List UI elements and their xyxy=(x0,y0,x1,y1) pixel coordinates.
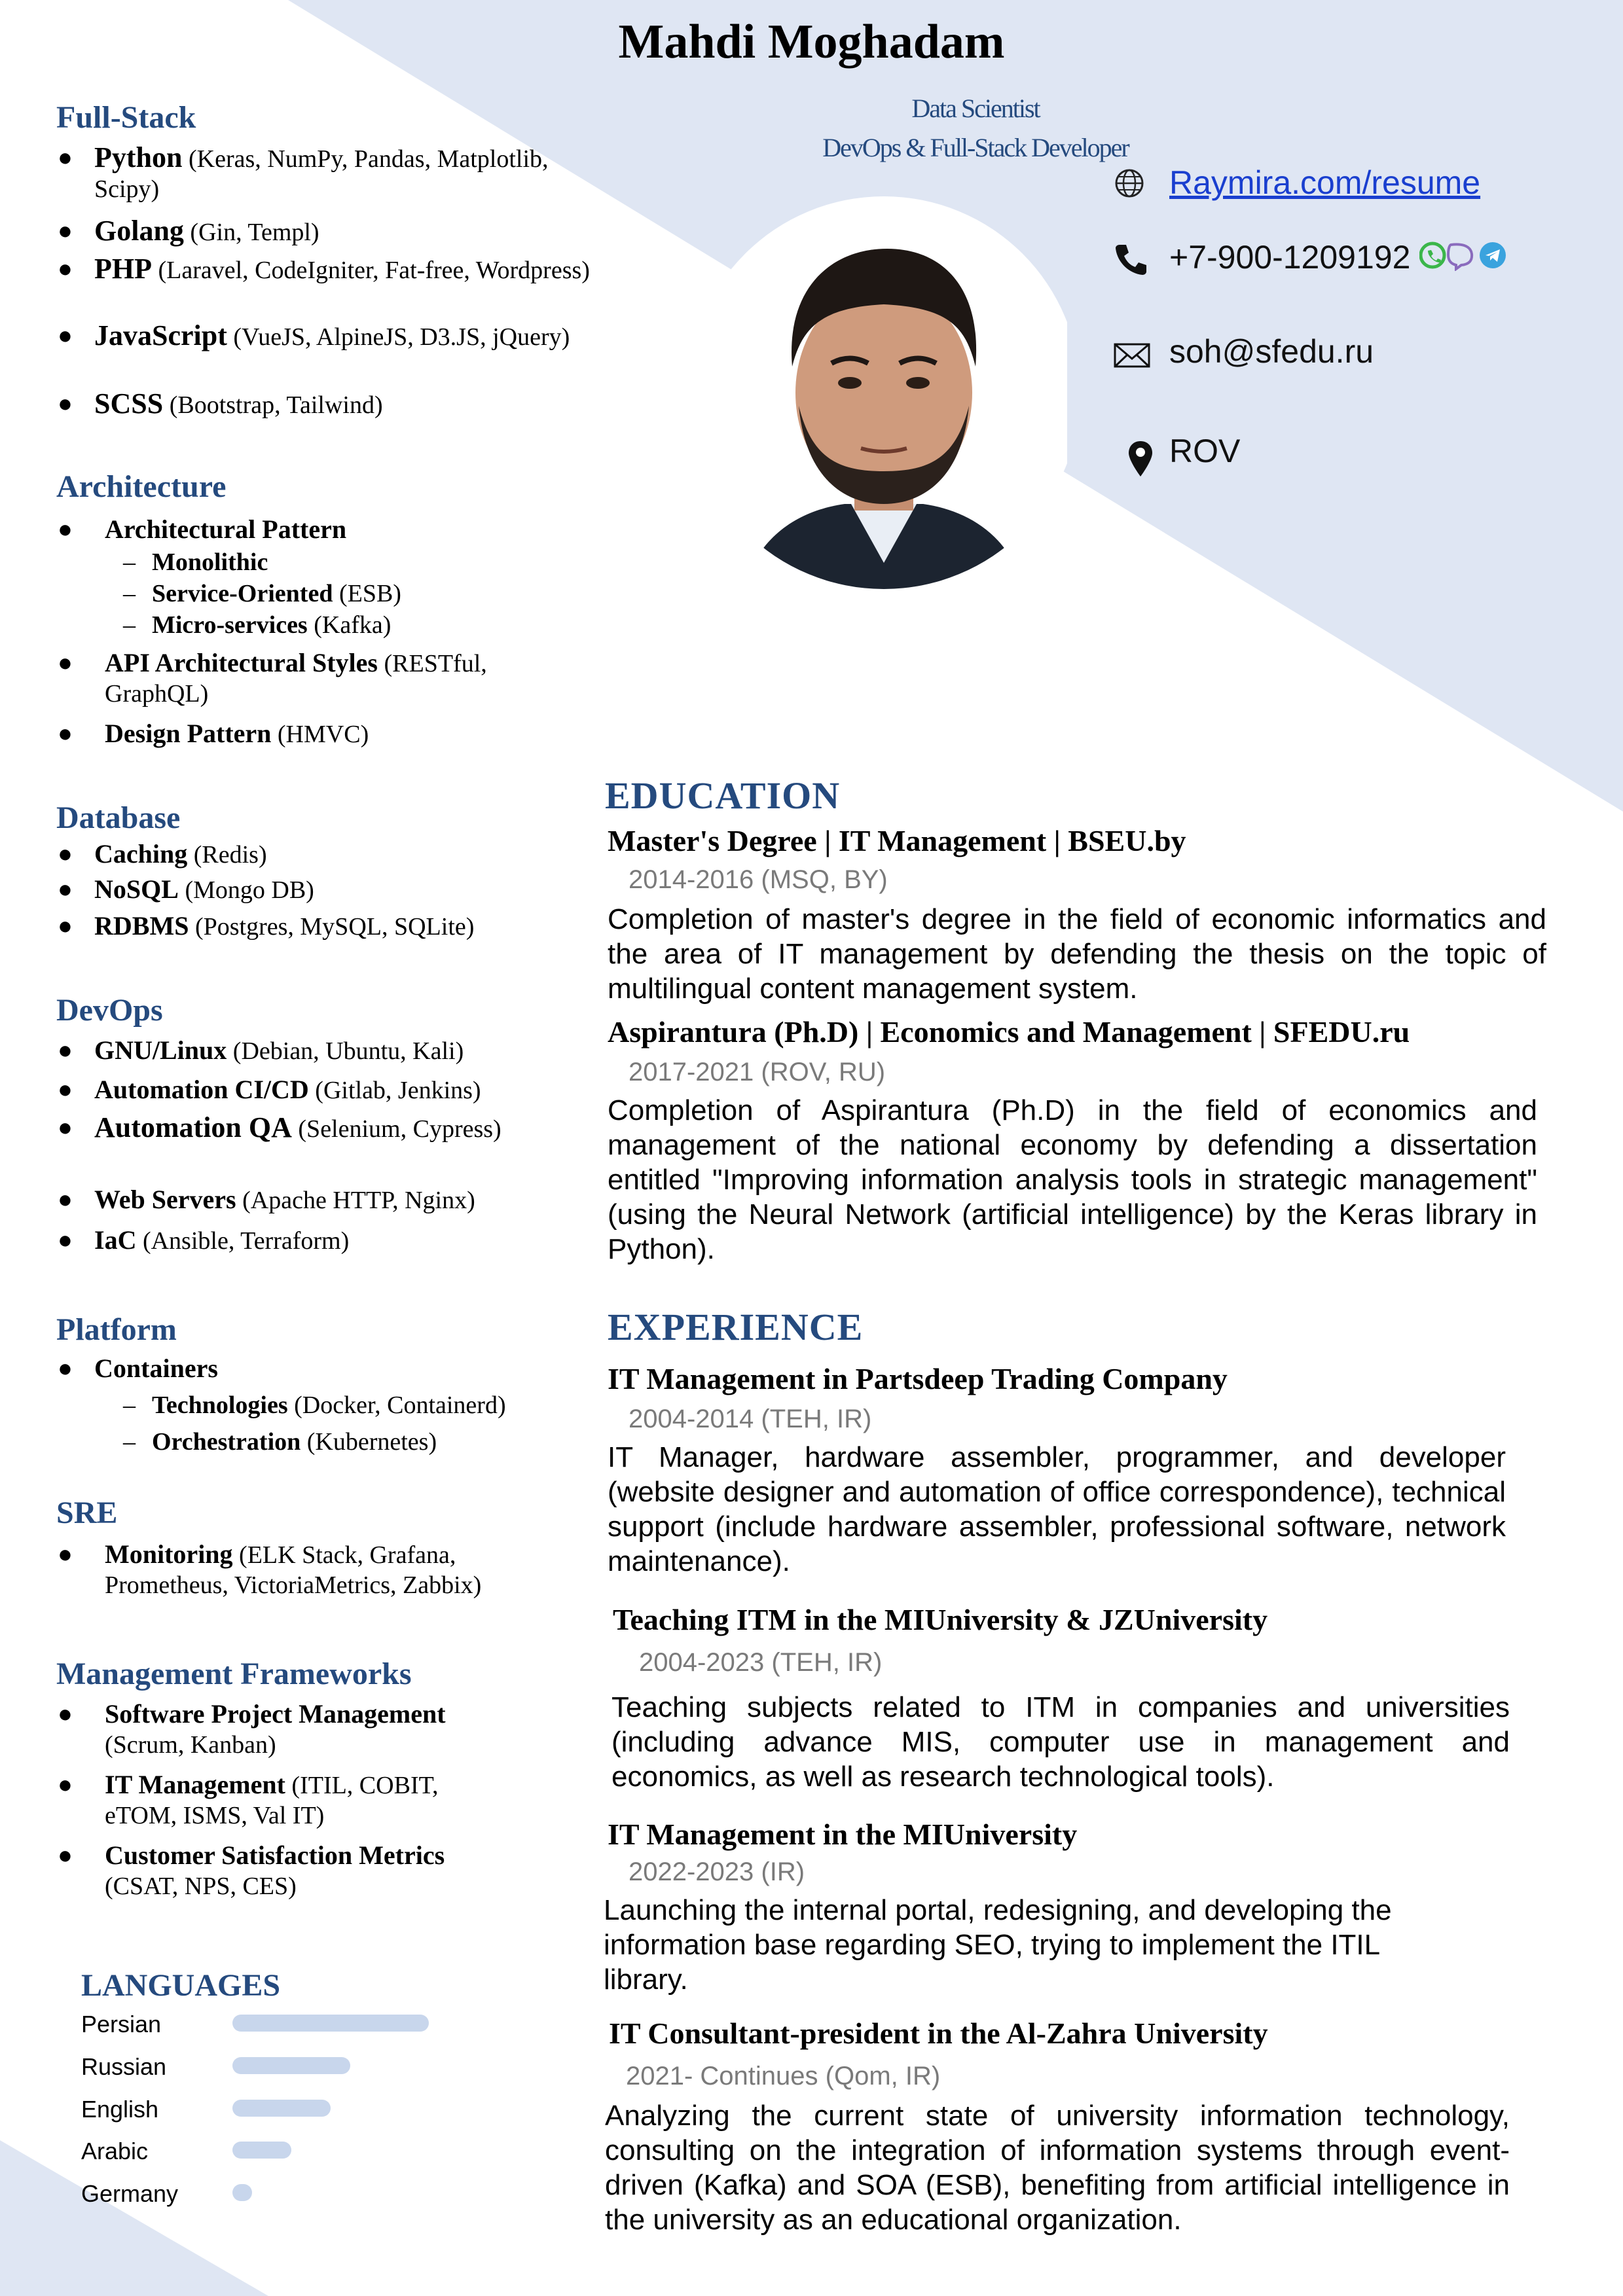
telegram-icon xyxy=(1480,242,1506,268)
skill-detail: (Apache HTTP, Nginx) xyxy=(236,1187,475,1214)
skill-name: Caching xyxy=(94,839,188,869)
language-name: Russian xyxy=(81,2053,167,2080)
devops-heading: DevOps xyxy=(56,993,163,1028)
email-address: soh@sfedu.ru xyxy=(1169,333,1374,370)
skill-name: IaC xyxy=(94,1225,137,1255)
skill-detail: (ITIL, COBIT, eTOM, ISMS, Val IT) xyxy=(105,1772,439,1829)
skill-detail: (Mongo DB) xyxy=(178,876,314,904)
subskill-name: Technologies xyxy=(152,1391,288,1419)
subskill-name: Monolithic xyxy=(152,548,268,576)
skill-detail: (VueJS, AlpineJS, D3.JS, jQuery) xyxy=(227,323,570,351)
skill-name: Design Pattern xyxy=(105,719,272,748)
experience-date: 2021- Continues (Qom, IR) xyxy=(626,2062,941,2090)
subskill-name: Service-Oriented xyxy=(152,580,333,607)
skill-name: Python xyxy=(94,141,183,173)
education-title: Aspirantura (Ph.D) | Economics and Management | SFEDU.ru xyxy=(608,1015,1410,1049)
skill-detail: (Ansible, Terraform) xyxy=(136,1227,350,1255)
subskill-technologies: – Technologies (Docker, Containerd) xyxy=(123,1391,506,1419)
subskill-service-oriented: – Service-Oriented (ESB) xyxy=(123,580,401,607)
skill-detail: (ELK Stack, Grafana, Prometheus, VictoriaMetrics, Zabbix) xyxy=(105,1541,482,1599)
skill-detail: (HMVC) xyxy=(271,721,369,748)
website-link[interactable] xyxy=(1169,164,1480,202)
experience-title: IT Management in Partsdeep Trading Company xyxy=(608,1362,1228,1395)
experience-title: Teaching ITM in the MIUniversity & JZUniversity xyxy=(613,1603,1268,1636)
skill-detail: (Gin, Templ) xyxy=(183,219,319,246)
skill-golang: ● Golang (Gin, Templ) xyxy=(58,215,319,247)
skill-name: Monitoring xyxy=(105,1539,233,1569)
skill-detail: (Bootstrap, Tailwind) xyxy=(163,391,383,419)
experience-title: IT Consultant-president in the Al-Zahra University xyxy=(609,2017,1268,2050)
language-bar xyxy=(232,2057,429,2074)
education-description: Completion of master's degree in the field of economic informatics and the area of IT management by defending the thesis on the topic of multilingual content management system. xyxy=(608,903,1546,1005)
skill-name: GNU/Linux xyxy=(94,1035,227,1065)
sre-heading: SRE xyxy=(56,1496,118,1530)
website-link-text[interactable]: Raymira.com/resume xyxy=(1169,164,1481,201)
skill-automation-qa: ● Automation QA (Selenium, Cypress) xyxy=(58,1111,501,1143)
skill-javascript: ● JavaScript (VueJS, AlpineJS, D3.JS, jQuery) xyxy=(58,319,570,351)
skill-it-management: ● IT Management (ITIL, COBIT, eTOM, ISMS, Val IT) xyxy=(58,1770,439,1829)
skill-detail: (Debian, Ubuntu, Kali) xyxy=(227,1037,464,1065)
skill-architectural-pattern: ● Architectural Pattern xyxy=(58,514,347,544)
skill-detail: (CSAT, NPS, CES) xyxy=(105,1873,297,1900)
education-date: 2017-2021 (ROV, RU) xyxy=(629,1058,886,1086)
subskill-name: Micro-services xyxy=(152,611,308,639)
skill-containers: ● Containers xyxy=(58,1354,218,1383)
skill-name: Automation CI/CD xyxy=(94,1075,309,1104)
phone-icon xyxy=(1113,241,1150,278)
skill-api-styles: ● API Architectural Styles (RESTful, GraphQL) xyxy=(58,648,487,708)
skill-cicd: ● Automation CI/CD (Gitlab, Jenkins) xyxy=(58,1075,481,1104)
subskill-orchestration: – Orchestration (Kubernetes) xyxy=(123,1428,437,1456)
experience-description: Analyzing the current state of university information technology, consulting on the integration of information systems through event-driven (Kafka) and SOA (ESB), benefiting from artificial intelligence in the university as an educational organization. xyxy=(605,2100,1510,2236)
skill-monitoring: ● Monitoring (ELK Stack, Grafana, Prometheus, VictoriaMetrics, Zabbix) xyxy=(58,1539,482,1599)
skill-name: Architectural Pattern xyxy=(105,514,347,544)
skill-detail: (RESTful, GraphQL) xyxy=(105,650,487,708)
skill-design-pattern: ● Design Pattern (HMVC) xyxy=(58,719,369,748)
language-bar xyxy=(232,2142,429,2159)
management-heading: Management Frameworks xyxy=(56,1657,412,1691)
skill-name: NoSQL xyxy=(94,874,179,904)
language-bar-fill xyxy=(232,2100,331,2117)
experience-date: 2022-2023 (IR) xyxy=(629,1857,805,1886)
skill-gnu-linux: ● GNU/Linux (Debian, Ubuntu, Kali) xyxy=(58,1035,464,1065)
experience-date: 2004-2023 (TEH, IR) xyxy=(639,1648,883,1677)
experience-description: Teaching subjects related to ITM in companies and universities (including advance MIS, computer use in management and economics, as well as research technological tools). xyxy=(611,1691,1510,1793)
fullstack-heading: Full-Stack xyxy=(56,100,196,135)
skill-csat-metrics: ● Customer Satisfaction Metrics (CSAT, NPS, CES) xyxy=(58,1840,445,1900)
language-bar-fill xyxy=(232,2015,429,2032)
language-name: English xyxy=(81,2096,159,2123)
skill-name: Containers xyxy=(94,1354,218,1383)
education-title: Master's Degree | IT Management | BSEU.by xyxy=(608,824,1186,857)
skill-name: API Architectural Styles xyxy=(105,648,378,677)
language-bar xyxy=(232,2015,429,2032)
architecture-heading: Architecture xyxy=(56,469,227,504)
experience-title: IT Management in the MIUniversity xyxy=(608,1818,1078,1851)
language-bar-fill xyxy=(232,2184,252,2201)
subskill-detail: (Kubernetes) xyxy=(301,1428,437,1456)
skill-detail: (Selenium, Cypress) xyxy=(291,1115,501,1143)
viber-icon xyxy=(1448,244,1472,269)
subskill-name: Orchestration xyxy=(152,1428,301,1456)
skill-name: JavaScript xyxy=(94,319,227,351)
skill-name: RDBMS xyxy=(94,911,189,941)
skill-name: PHP xyxy=(94,253,152,285)
whatsapp-icon xyxy=(1421,243,1444,267)
language-bar xyxy=(232,2100,429,2117)
location-pin-icon xyxy=(1127,440,1154,479)
skill-detail: (Keras, NumPy, Pandas, Matplotlib, Scipy) xyxy=(94,145,549,203)
skill-name: Automation QA xyxy=(94,1111,292,1143)
skill-name: SCSS xyxy=(94,387,164,420)
experience-heading: EXPERIENCE xyxy=(608,1306,864,1348)
skill-nosql: ● NoSQL (Mongo DB) xyxy=(58,874,314,904)
skill-python: ● Python (Keras, NumPy, Pandas, Matplotlib, Scipy) xyxy=(58,141,549,203)
job-title-1: Data Scientist xyxy=(911,94,1040,123)
subskill-detail: (ESB) xyxy=(333,580,401,607)
messenger-icons xyxy=(1419,241,1511,271)
experience-description: Launching the internal portal, redesigning, and developing the information base regarding SEO, trying to implement the ITIL library. xyxy=(604,1894,1392,1996)
skill-detail: (Redis) xyxy=(187,841,267,869)
language-bar xyxy=(232,2184,429,2201)
envelope-icon xyxy=(1113,340,1151,370)
skill-detail: (Scrum, Kanban) xyxy=(105,1731,276,1759)
skill-software-pm: ● Software Project Management (Scrum, Kanban) xyxy=(58,1699,446,1759)
platform-heading: Platform xyxy=(56,1312,177,1347)
skill-php: ● PHP (Laravel, CodeIgniter, Fat-free, Wordpress) xyxy=(58,253,590,285)
skill-scss: ● SCSS (Bootstrap, Tailwind) xyxy=(58,387,383,420)
experience-description: IT Manager, hardware assembler, programmer, and developer (website designer and automation of office correspondence), technical support (include hardware assembler, professional software, network maintenance). xyxy=(608,1441,1506,1577)
skill-name: Golang xyxy=(94,215,184,247)
language-name: Persian xyxy=(81,2011,162,2037)
subskill-monolithic: – Monolithic xyxy=(123,548,268,576)
skill-rdbms: ● RDBMS (Postgres, MySQL, SQLite) xyxy=(58,911,475,941)
skill-name: IT Management xyxy=(105,1770,285,1799)
skill-web-servers: ● Web Servers (Apache HTTP, Nginx) xyxy=(58,1185,475,1214)
skill-detail: (Gitlab, Jenkins) xyxy=(308,1077,481,1104)
subskill-detail: (Kafka) xyxy=(307,611,392,639)
location: ROV xyxy=(1169,433,1241,469)
skill-name: Customer Satisfaction Metrics xyxy=(105,1840,445,1870)
experience-date: 2004-2014 (TEH, IR) xyxy=(629,1405,872,1433)
skill-iac: ● IaC (Ansible, Terraform) xyxy=(58,1225,350,1255)
subskill-microservices: – Micro-services (Kafka) xyxy=(123,611,392,639)
education-description: Completion of Aspirantura (Ph.D) in the field of economics and management of the national economy by defending a dissertation entitled "Improving information analysis tools in strategic management" (using the Neural Network (artificial intelligence) by the Keras library in Python). xyxy=(608,1094,1537,1265)
resume-name: Mahdi Moghadam xyxy=(618,15,1005,69)
skill-caching: ● Caching (Redis) xyxy=(58,839,267,869)
skill-name: Web Servers xyxy=(94,1185,236,1214)
language-name: Arabic xyxy=(81,2138,149,2164)
skill-name: Software Project Management xyxy=(105,1699,446,1729)
profile-photo xyxy=(701,196,1067,602)
subskill-detail: (Docker, Containerd) xyxy=(287,1391,506,1419)
language-name: Germany xyxy=(81,2180,179,2207)
job-title-2: DevOps & Full-Stack Developer xyxy=(822,133,1129,162)
skill-detail: (Postgres, MySQL, SQLite) xyxy=(189,913,475,941)
database-heading: Database xyxy=(56,800,181,835)
education-date: 2014-2016 (MSQ, BY) xyxy=(629,865,888,894)
globe-icon xyxy=(1113,167,1146,200)
phone-number: +7-900-1209192 xyxy=(1169,239,1411,276)
languages-heading: LANGUAGES xyxy=(81,1968,281,2003)
education-heading: EDUCATION xyxy=(605,774,841,817)
language-bar-fill xyxy=(232,2142,291,2159)
skill-detail: (Laravel, CodeIgniter, Fat-free, Wordpress) xyxy=(151,257,590,284)
language-bar-fill xyxy=(232,2057,350,2074)
